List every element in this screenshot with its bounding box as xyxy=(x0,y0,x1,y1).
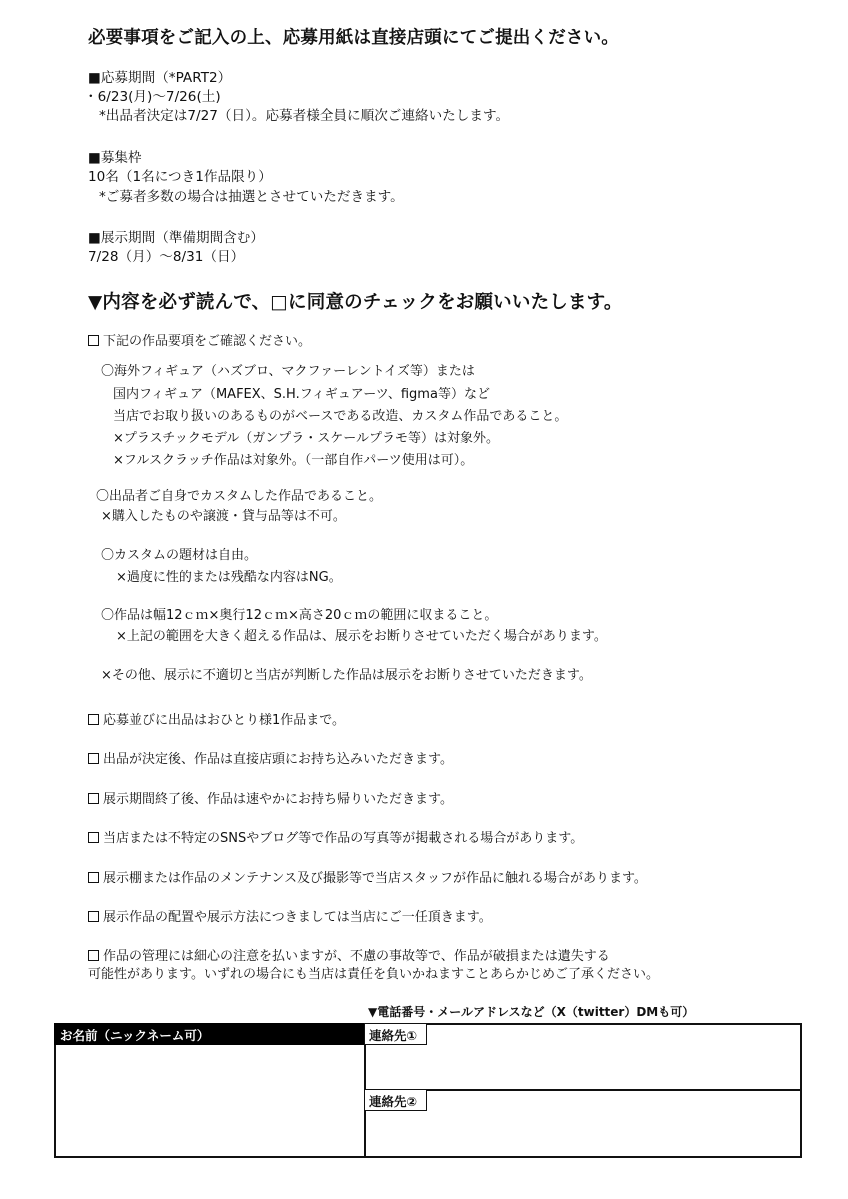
exhibition-dates: 7/28（月）〜8/31（日） xyxy=(88,249,245,265)
period-heading: ■応募期間（*PART2） xyxy=(88,70,232,86)
requirement-line: ×プラスチックモデル（ガンプラ・スケールプラモ等）は対象外。 xyxy=(113,431,499,446)
requirement-line: 当店でお取り扱いのあるものがベースである改造、カスタム作品であること。 xyxy=(113,409,568,424)
requirement-line: ×フルスクラッチ作品は対象外。（一部自作パーツ使用は可）。 xyxy=(113,453,474,468)
requirement-line: ×上記の範囲を大きく超える作品は、展示をお断りさせていただく場合があります。 xyxy=(116,629,607,644)
requirement-line: 〇作品は幅12ｃｍ×奥行12ｃｍ×高さ20ｃｍの範囲に収まること。 xyxy=(101,608,498,623)
checklist-text: 出品が決定後、作品は直接店頭にお持ち込みいただきます。 xyxy=(103,752,453,767)
recruit-heading: ■募集枠 xyxy=(88,150,142,166)
checklist-text: 展示作品の配置や展示方法につきましては当店にご一任頂きます。 xyxy=(103,910,492,925)
page-title: 必要事項をご記入の上、応募用紙は直接店頭にてご提出ください。 xyxy=(88,28,619,48)
checklist-text: 下記の作品要項をご確認ください。 xyxy=(103,334,312,349)
contact1-label: 連絡先① xyxy=(364,1023,427,1045)
contact-note: ▼電話番号・メールアドレスなど（X（twitter）DMも可） xyxy=(368,1005,695,1019)
checklist-item xyxy=(88,945,610,964)
requirement-line: ×その他、展示に不適切と当店が判断した作品は展示をお断りさせていただきます。 xyxy=(101,668,592,683)
checkbox[interactable] xyxy=(88,950,99,961)
checkbox[interactable] xyxy=(88,911,99,922)
checkbox[interactable] xyxy=(88,753,99,764)
contact2-field[interactable] xyxy=(364,1089,802,1158)
checkbox[interactable] xyxy=(88,793,99,804)
requirement-line: 〇出品者ご自身でカスタムした作品であること。 xyxy=(96,489,383,504)
checkbox[interactable] xyxy=(88,832,99,843)
requirement-line: 国内フィギュア（MAFEX、S.H.フィギュアーツ、figma等）など xyxy=(113,387,490,402)
recruit-note: *ご募者多数の場合は抽選とさせていただきます。 xyxy=(99,189,404,205)
instructions-heading: ▼内容を必ず読んで、□に同意のチェックをお願いいたします。 xyxy=(88,292,623,313)
contact1-field[interactable] xyxy=(364,1023,802,1091)
checklist-text: 展示期間終了後、作品は速やかにお持ち帰りいただきます。 xyxy=(103,792,453,807)
checklist-text-continued: 可能性があります。いずれの場合にも当店は責任を負いかねますことあらかじめご了承ください。 xyxy=(88,967,659,982)
checklist-text: 作品の管理には細心の注意を払いますが、不慮の事故等で、作品が破損または遺失する xyxy=(103,949,610,964)
checkbox[interactable] xyxy=(88,335,99,346)
checklist-text: 展示棚または作品のメンテナンス及び撮影等で当店スタッフが作品に触れる場合があります。 xyxy=(103,871,647,886)
requirement-line: ×過度に性的または残酷な内容はNG。 xyxy=(116,570,342,585)
name-label: お名前（ニックネーム可） xyxy=(54,1023,366,1045)
checklist-item xyxy=(88,748,453,767)
checklist-item xyxy=(88,709,345,728)
requirement-line: 〇カスタムの題材は自由。 xyxy=(101,548,258,563)
checklist-item-confirm xyxy=(88,330,311,349)
checklist-text: 当店または不特定のSNSやブログ等で作品の写真等が掲載される場合があります。 xyxy=(103,831,584,846)
checklist-item xyxy=(88,867,647,886)
contact2-label: 連絡先② xyxy=(364,1089,427,1111)
checklist-item xyxy=(88,827,583,846)
period-note: *出品者決定は7/27（日）。応募者様全員に順次ご連絡いたします。 xyxy=(99,108,510,124)
requirement-line: ×購入したものや譲渡・貸与品等は不可。 xyxy=(101,509,346,524)
checkbox[interactable] xyxy=(88,714,99,725)
checkbox[interactable] xyxy=(88,872,99,883)
checklist-item xyxy=(88,788,453,807)
recruit-count: 10名（1名につき1作品限り） xyxy=(88,169,272,185)
checklist-text: 応募並びに出品はおひとり様1作品まで。 xyxy=(103,713,346,728)
checklist-item xyxy=(88,906,492,925)
period-dates: ・6/23(月)〜7/26(土) xyxy=(84,89,221,105)
requirement-line: 〇海外フィギュア（ハズブロ、マクファーレントイズ等）または xyxy=(101,364,475,379)
exhibition-heading: ■展示期間（準備期間含む） xyxy=(88,230,264,246)
